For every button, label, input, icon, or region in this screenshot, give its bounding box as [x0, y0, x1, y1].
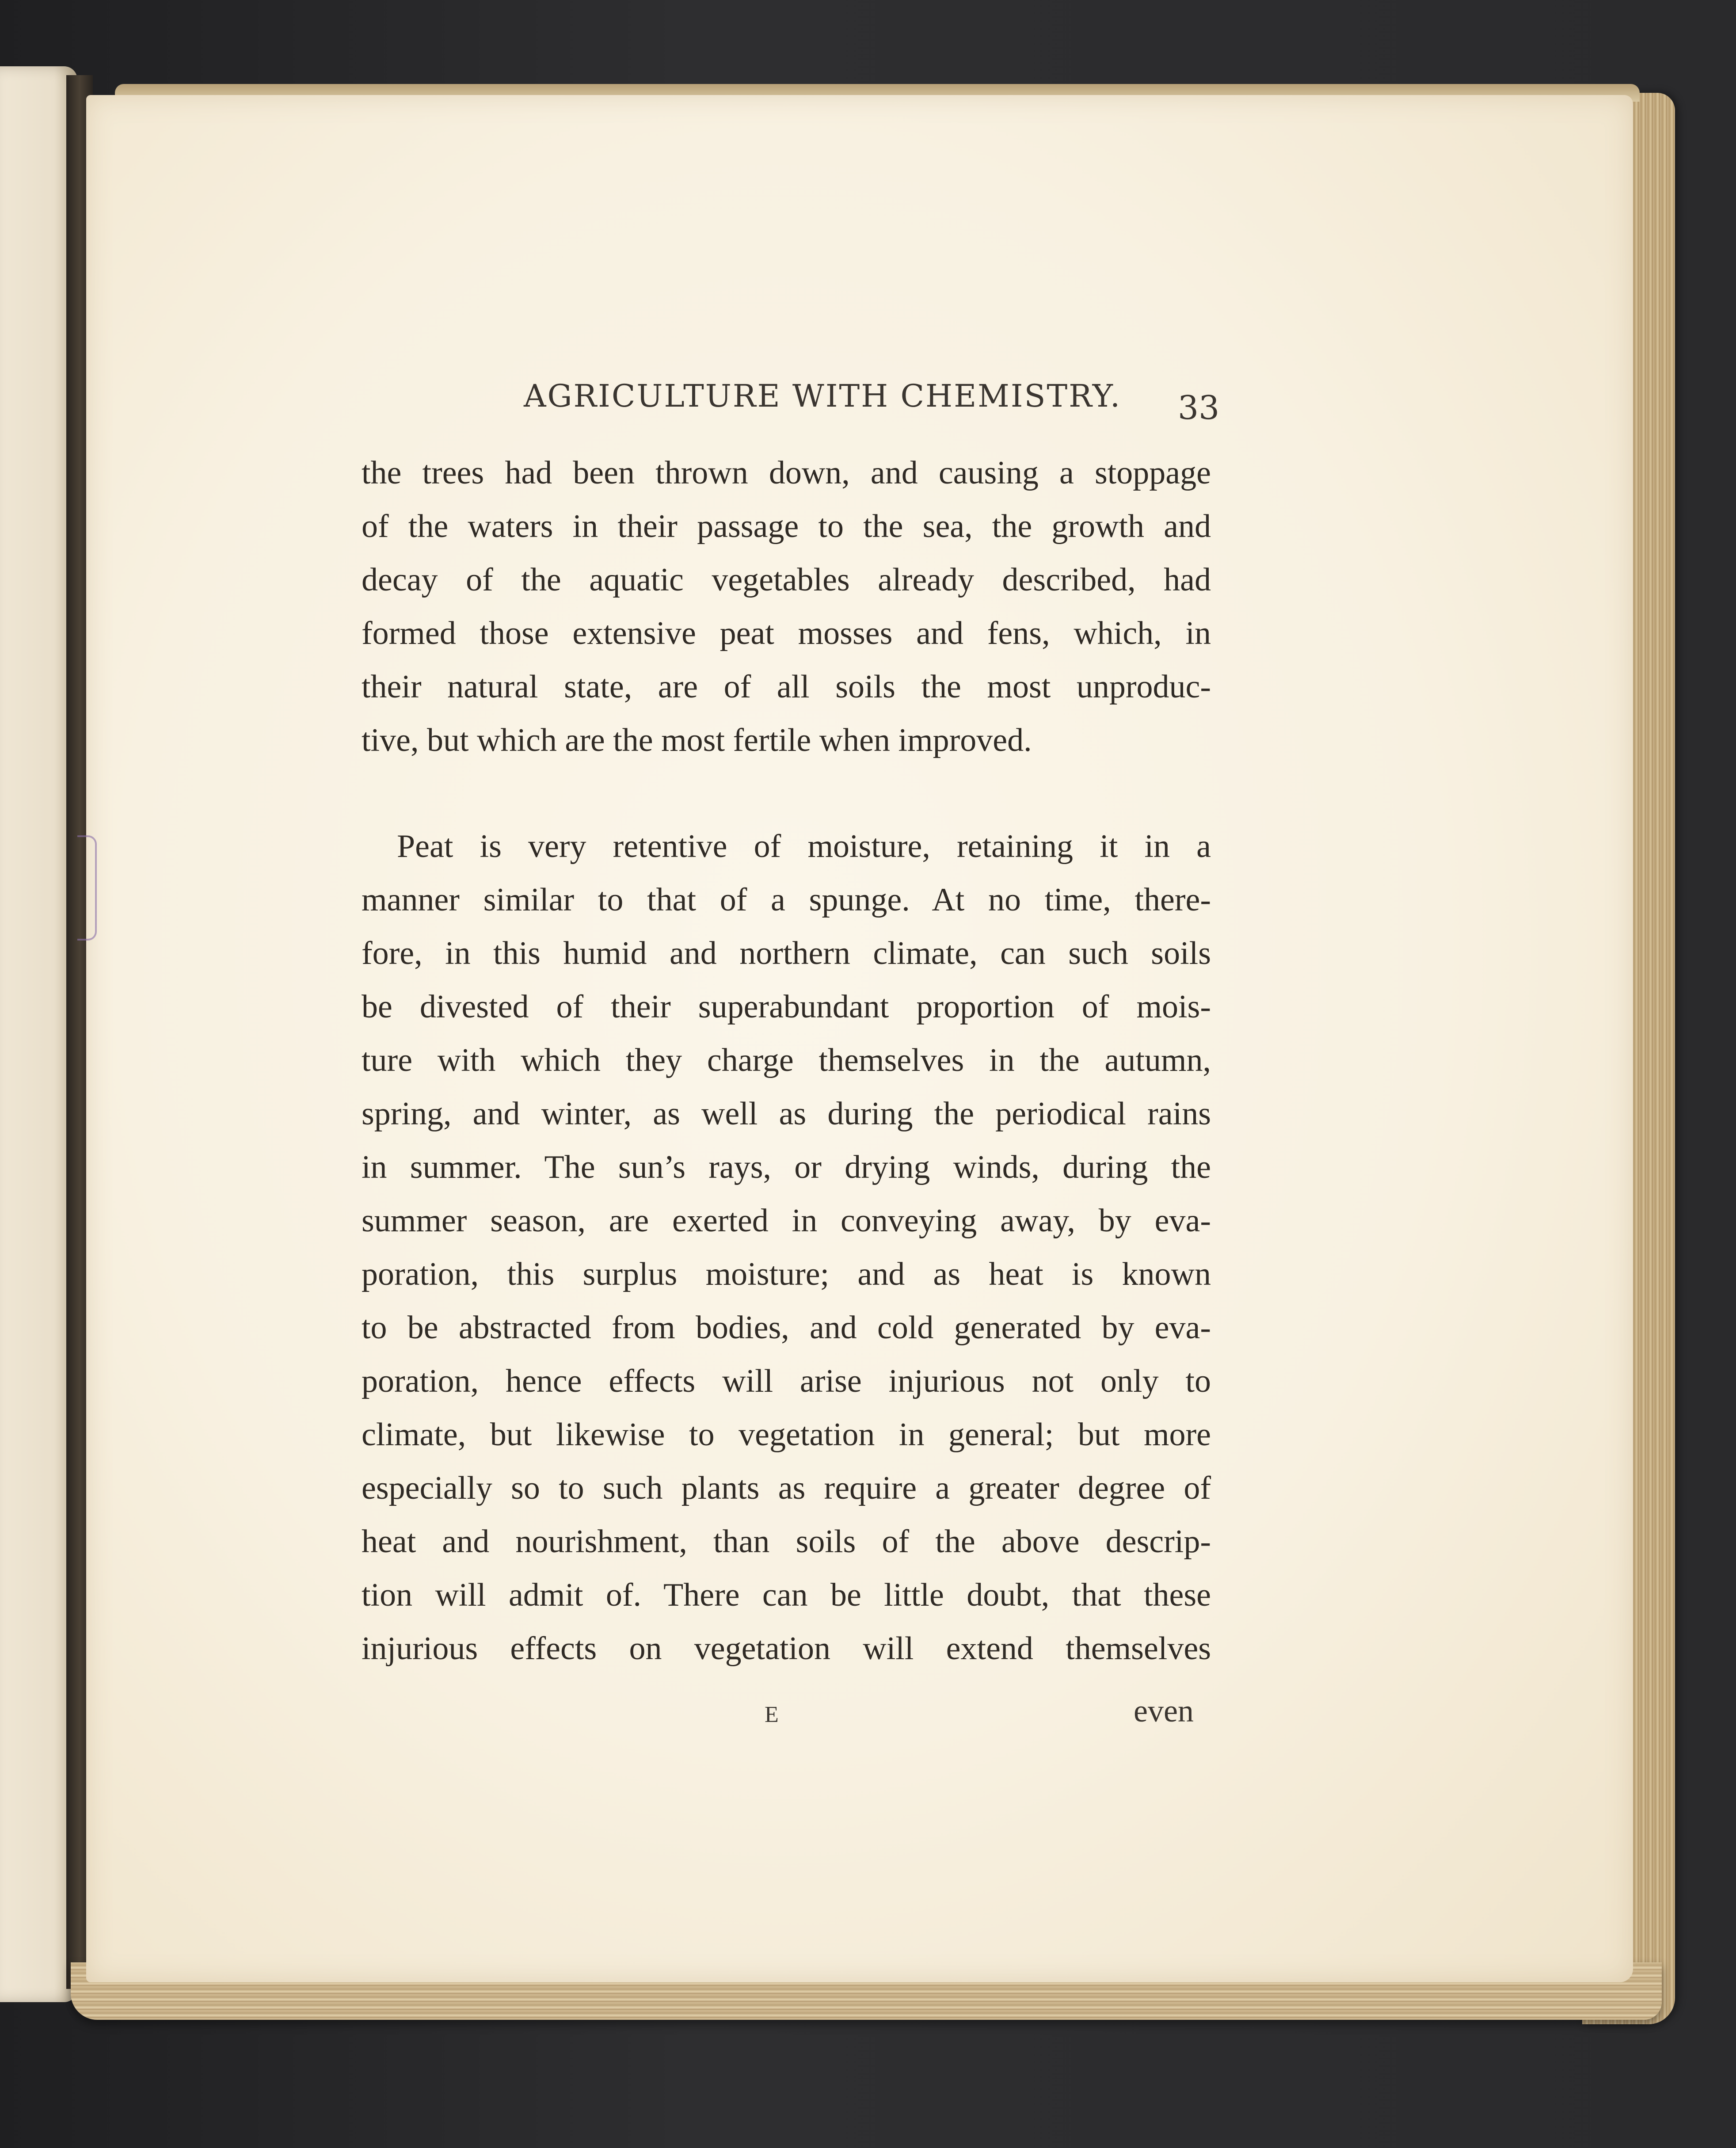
- text-line: decay of the aquatic vegetables already described, had: [362, 562, 1211, 598]
- text-line: in summer. The sun’s rays, or drying winds, during the: [362, 1149, 1211, 1185]
- text-line: the trees had been thrown down, and causing a stoppage: [362, 455, 1211, 491]
- text-line: summer season, are exerted in conveying away, by eva-: [362, 1203, 1211, 1239]
- text-line: injurious effects on vegetation will extend themselves: [362, 1630, 1211, 1667]
- text-line: to be abstracted from bodies, and cold generated by eva-: [362, 1310, 1211, 1346]
- text-line: ture with which they charge themselves in the autumn,: [362, 1042, 1211, 1078]
- library-stamp-mark: [77, 835, 97, 941]
- text-line: Peat is very retentive of moisture, retaining it in a: [397, 828, 1211, 865]
- text-line: poration, hence effects will arise injurious not only to: [362, 1363, 1211, 1399]
- running-head: AGRICULTURE WITH CHEMISTRY.: [524, 378, 1122, 414]
- text-line: tive, but which are the most fertile when improved.: [362, 722, 1032, 758]
- text-line: formed those extensive peat mosses and fens, which, in: [362, 615, 1211, 651]
- page-number: 33: [1178, 389, 1220, 427]
- text-line: fore, in this humid and northern climate, can such soils: [362, 935, 1211, 971]
- left-facing-page: [0, 66, 77, 2002]
- text-line: especially so to such plants as require a greater degree of: [362, 1470, 1211, 1506]
- text-line: tion will admit of. There can be little doubt, that these: [362, 1577, 1211, 1613]
- text-line: of the waters in their passage to the sea, the growth and: [362, 508, 1211, 545]
- text-line: their natural state, are of all soils the most unproduc-: [362, 669, 1211, 705]
- text-line: spring, and winter, as well as during the periodical rains: [362, 1096, 1211, 1132]
- text-line: manner similar to that of a spunge. At no time, there-: [362, 882, 1211, 918]
- paragraph-2: [362, 820, 1211, 1676]
- catchword: even: [1134, 1693, 1194, 1729]
- text-line: be divested of their superabundant proportion of mois-: [362, 989, 1211, 1025]
- text-line: climate, but likewise to vegetation in general; but more: [362, 1417, 1211, 1453]
- signature-mark: E: [765, 1702, 779, 1727]
- text-line: heat and nourishment, than soils of the above descrip-: [362, 1523, 1211, 1560]
- paragraph-1: [362, 446, 1211, 767]
- text-line: poration, this surplus moisture; and as heat is known: [362, 1256, 1211, 1292]
